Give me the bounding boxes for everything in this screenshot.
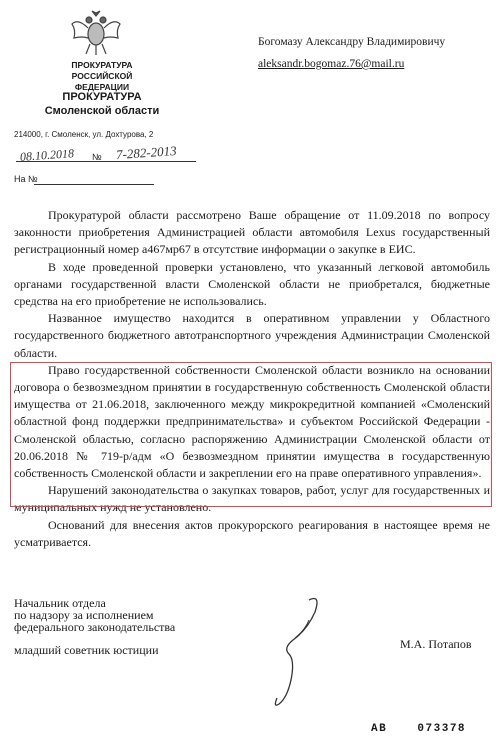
body-paragraph: Нарушений законодательства о закупках товаров, работ, услуг для государственных и муниципальных нужд не установлено. (14, 483, 490, 515)
coat-of-arms-icon (68, 8, 124, 58)
signer-position-line: по надзору за исполнением (14, 608, 154, 622)
recipient-email[interactable]: aleksandr.bogomaz.76@mail.ru (258, 58, 405, 70)
reply-label: На № (14, 174, 38, 184)
form-serial-number: 073378 (417, 723, 467, 735)
recipient-name: Богомазу Александру Владимировичу (258, 36, 446, 48)
reply-underline (34, 184, 154, 185)
letter-number: 7-282-2013 (115, 142, 178, 163)
office-heading (42, 90, 162, 118)
signer-name: М.А. Потапов (400, 637, 472, 651)
office-line: ПРОКУРАТУРА (62, 91, 142, 103)
body-paragraph: Названное имущество находится в оперативном управлении у Областного государственного бюджетного автотранспортного учреждения Администрации Смоленской области. (14, 311, 490, 360)
org-heading (57, 60, 147, 93)
letter-date: 08.10.2018 (19, 146, 75, 164)
body-paragraph-highlighted: Право государственной собственности Смоленской области возникло на основании договора о безвозмездном принятии в государственную собственность Смоленской области имущества от 21.06.2018, заключенного между микрокредитной компанией «Смоленский областной фонд поддержки предпринимательства» и субъектом Российской Федерации - Смоленской областью, согласно распоряжению Администрации Смоленской области от 20.06.2018 № 719-р/адм «О безвозмездном принятии имущества в государственную собственность Смоленской области и закреплении его на праве оперативного управления». (14, 362, 490, 481)
office-line: Смоленской области (44, 105, 160, 117)
signer-rank: младший советник юстиции (14, 643, 159, 657)
handwritten-signature-icon (265, 590, 325, 710)
highlight-box (10, 362, 492, 507)
org-line: ПРОКУРАТУРА (71, 60, 133, 70)
org-line: РОССИЙСКОЙ ФЕДЕРАЦИИ (71, 71, 133, 92)
body-paragraph: В ходе проведенной проверки установлено, что указанный легковой автомобиль органами государственной власти Смоленской области не приобретался, бюджетные средства на его приобретение не использовались. (14, 259, 490, 309)
form-series: АВ (371, 723, 388, 735)
number-label: № (92, 152, 102, 162)
body-paragraph: Прокуратурой области рассмотрено Ваше обращение от 11.09.2018 по вопросу законности приобретения Администрацией области автомобиля Lexus государственный регистрационный номер а467мр67 в отсутствие информации о закупке в ЕИС. (14, 208, 490, 257)
signer-position-line: Начальник отдела (14, 596, 106, 610)
body-paragraph: Оснований для внесения актов прокурорского реагирования в настоящее время не усматривается. (14, 517, 490, 549)
address: 214000, г. Смоленск, ул. Дохтурова, 2 (14, 130, 154, 139)
number-underline (16, 161, 196, 162)
signer-position-line: федерального законодательства (14, 620, 176, 634)
signer-position (14, 597, 175, 633)
form-serial (371, 723, 466, 735)
